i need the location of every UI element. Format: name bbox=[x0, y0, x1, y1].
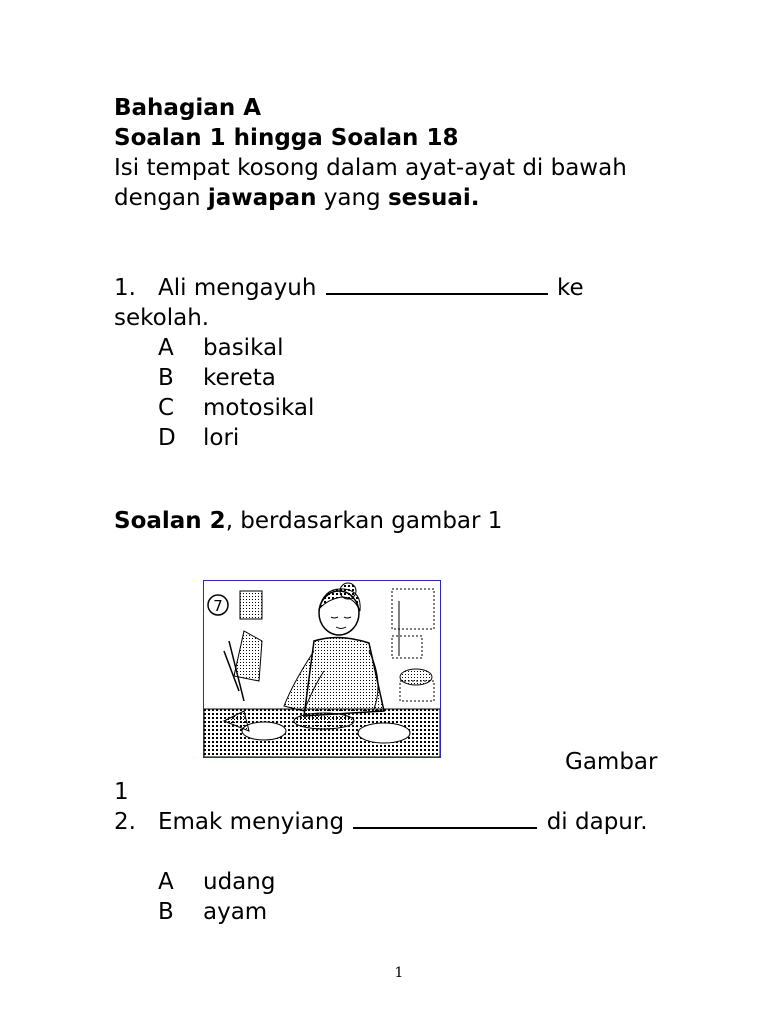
option-1c: C motosikal bbox=[158, 395, 315, 421]
question-1-number: 1. bbox=[114, 275, 136, 301]
option-2a: A udang bbox=[158, 869, 276, 895]
question-2-number: 2. bbox=[114, 809, 136, 835]
page-number: 1 bbox=[394, 965, 404, 981]
woman-in-kitchen-illustration bbox=[204, 581, 440, 757]
question-2-stem: Emak menyiang di dapur. bbox=[158, 809, 648, 835]
svg-text:7: 7 bbox=[213, 597, 223, 615]
instruction-line-1: Isi tempat kosong dalam ayat-ayat di bawah bbox=[114, 155, 627, 181]
answer-blank bbox=[326, 275, 548, 295]
section-range: Soalan 1 hingga Soalan 18 bbox=[114, 125, 459, 151]
option-1a: A basikal bbox=[158, 335, 284, 361]
question-2-intro: Soalan 2, berdasarkan gambar 1 bbox=[114, 508, 503, 534]
figure-caption-number: 1 bbox=[114, 779, 129, 805]
section-title: Bahagian A bbox=[114, 95, 261, 121]
figure-caption-word: Gambar bbox=[565, 749, 658, 775]
option-1d: D lori bbox=[158, 425, 240, 451]
option-1b: B kereta bbox=[158, 365, 276, 391]
answer-blank bbox=[353, 809, 537, 829]
question-1-stem: Ali mengayuh ke bbox=[158, 275, 584, 301]
instruction-line-2: dengan jawapan yang sesuai. bbox=[114, 185, 480, 211]
option-2b: B ayam bbox=[158, 899, 268, 925]
question-1-stem-continued: sekolah. bbox=[114, 305, 210, 331]
figure-woman-cleaning-in-kitchen bbox=[203, 580, 441, 758]
